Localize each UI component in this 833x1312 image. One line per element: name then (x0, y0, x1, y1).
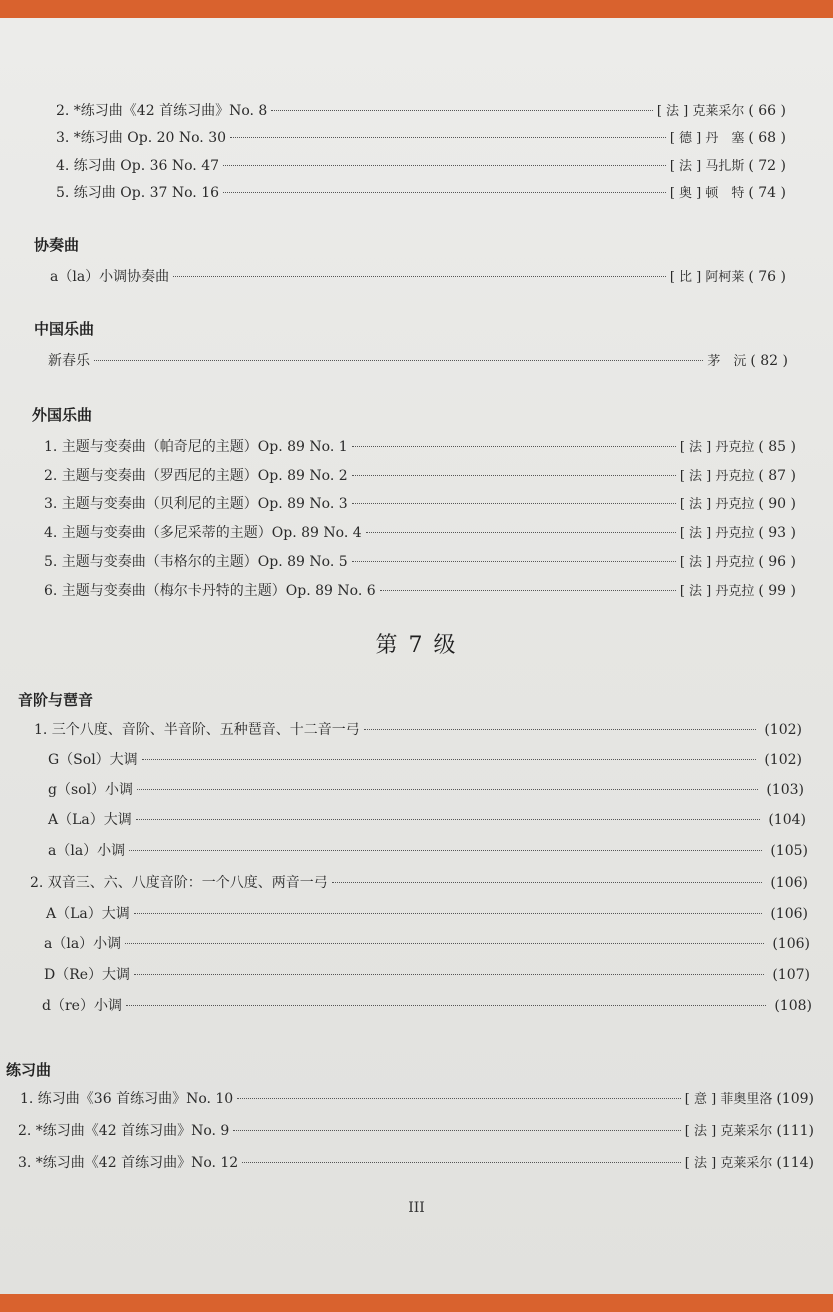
entry-composer: [ 德 ] 丹 塞 (669, 131, 745, 146)
entry-page: (106) (772, 936, 810, 952)
entry-page: ( 68 ) (748, 130, 786, 146)
entry-title: 6. 主题与变奏曲（梅尔卡丹特的主题）Op. 89 No. 6 (44, 583, 376, 599)
entry-title: G（Sol）大调 (48, 752, 138, 768)
entry-page: ( 96 ) (758, 554, 796, 570)
toc-entry (18, 1154, 814, 1173)
entry-title: 5. 练习曲 Op. 37 No. 16 (56, 185, 220, 201)
leader-dots (126, 1005, 766, 1006)
entry-page: (106) (770, 906, 808, 922)
toc-entry (44, 438, 796, 457)
entry-title: 1. 练习曲《36 首练习曲》No. 10 (20, 1091, 234, 1107)
entry-page: (102) (764, 752, 802, 768)
entry-composer: [ 比 ] 阿柯莱 (669, 270, 745, 285)
book-page (0, 18, 833, 1294)
entry-title: 3. 主题与变奏曲（贝利尼的主题）Op. 89 No. 3 (44, 496, 348, 512)
section-heading-etudes: 练习曲 (6, 1061, 52, 1079)
entry-composer: 茅 沅 (707, 354, 747, 369)
entry-title: 3. *练习曲 Op. 20 No. 30 (56, 130, 227, 146)
entry-composer: [ 法 ] 丹克拉 (679, 469, 755, 484)
toc-entry (48, 811, 806, 829)
leader-dots (271, 110, 653, 111)
entry-page: ( 85 ) (758, 439, 796, 455)
entry-composer: [ 法 ] 克莱采尔 (684, 1124, 773, 1139)
entry-title: 2. 主题与变奏曲（罗西尼的主题）Op. 89 No. 2 (44, 468, 348, 484)
entry-page: (111) (776, 1123, 814, 1139)
leader-dots (142, 759, 757, 760)
entry-title: a（la）小调 (48, 843, 126, 859)
toc-entry (48, 842, 808, 860)
entry-composer: [ 法 ] 克莱采尔 (684, 1156, 773, 1171)
entry-page: (114) (776, 1155, 814, 1171)
toc-entry (46, 905, 808, 923)
entry-title: A（La）大调 (46, 906, 130, 922)
entry-page: ( 66 ) (748, 103, 786, 119)
toc-entry (56, 102, 786, 121)
entry-title: 1. 三个八度、音阶、半音阶、五种琶音、十二音一弓 (34, 722, 360, 738)
leader-dots (230, 137, 666, 138)
leader-dots (233, 1130, 680, 1131)
leader-dots (352, 446, 676, 447)
level-title: 第 7 级 (375, 633, 458, 658)
leader-dots (134, 913, 763, 914)
leader-dots (352, 561, 676, 562)
entry-title: g（sol）小调 (48, 782, 134, 798)
leader-dots (94, 360, 703, 361)
leader-dots (134, 974, 764, 975)
section-heading-concerto: 协奏曲 (34, 236, 80, 254)
toc-entry (44, 524, 796, 543)
leader-dots (242, 1162, 681, 1163)
leader-dots (237, 1098, 681, 1099)
toc-entry (44, 553, 796, 572)
toc-entry (20, 1090, 814, 1109)
entry-page: (109) (776, 1091, 814, 1107)
toc-entry (44, 582, 796, 601)
entry-page: ( 72 ) (748, 158, 786, 174)
entry-page: ( 82 ) (750, 353, 788, 369)
toc-entry (18, 1122, 814, 1141)
toc-entry (50, 268, 786, 287)
entry-title: 4. 主题与变奏曲（多尼采蒂的主题）Op. 89 No. 4 (44, 525, 362, 541)
entry-title: 2. *练习曲《42 首练习曲》No. 9 (18, 1123, 230, 1139)
entry-title: D（Re）大调 (44, 967, 131, 983)
entry-title: a（la）小调 (44, 936, 122, 952)
section-heading-scales: 音阶与琶音 (18, 691, 94, 709)
entry-title: 5. 主题与变奏曲（韦格尔的主题）Op. 89 No. 5 (44, 554, 348, 570)
toc-entry (56, 129, 786, 148)
entry-page: ( 93 ) (758, 525, 796, 541)
entry-composer: [ 法 ] 丹克拉 (679, 526, 755, 541)
toc-entry (56, 184, 786, 203)
entry-title: 2. *练习曲《42 首练习曲》No. 8 (56, 103, 268, 119)
entry-page: ( 76 ) (748, 269, 786, 285)
leader-dots (137, 789, 758, 790)
toc-entry (34, 721, 802, 739)
entry-composer: [ 法 ] 马扎斯 (669, 159, 745, 174)
toc-entry (48, 751, 802, 769)
entry-page: (103) (766, 782, 804, 798)
entry-page: (104) (768, 812, 806, 828)
entry-title: 1. 主题与变奏曲（帕奇尼的主题）Op. 89 No. 1 (44, 439, 348, 455)
toc-entry (56, 157, 786, 176)
entry-page: ( 74 ) (748, 185, 786, 201)
entry-title: 新春乐 (48, 353, 90, 369)
page-number: III (408, 1200, 425, 1216)
entry-page: (105) (770, 843, 808, 859)
toc-entry (44, 935, 810, 953)
entry-page: ( 90 ) (758, 496, 796, 512)
leader-dots (129, 850, 762, 851)
toc-entry (48, 781, 804, 799)
entry-title: 3. *练习曲《42 首练习曲》No. 12 (18, 1155, 239, 1171)
toc-entry (44, 966, 810, 984)
entry-page: (106) (770, 875, 808, 891)
leader-dots (352, 503, 676, 504)
toc-entry (42, 997, 812, 1015)
entry-title: a（la）小调协奏曲 (50, 269, 170, 285)
entry-page: (107) (772, 967, 810, 983)
leader-dots (352, 475, 676, 476)
leader-dots (366, 532, 676, 533)
leader-dots (380, 590, 676, 591)
entry-page: ( 99 ) (758, 583, 796, 599)
entry-composer: [ 法 ] 丹克拉 (679, 440, 755, 455)
entry-title: 4. 练习曲 Op. 36 No. 47 (56, 158, 220, 174)
leader-dots (364, 729, 757, 730)
entry-title: d（re）小调 (42, 998, 122, 1014)
entry-composer: [ 奥 ] 顿 特 (669, 186, 745, 201)
section-heading-foreign: 外国乐曲 (32, 406, 93, 424)
entry-composer: [ 法 ] 丹克拉 (679, 497, 755, 512)
leader-dots (173, 276, 666, 277)
leader-dots (332, 882, 763, 883)
entry-page: (108) (774, 998, 812, 1014)
entry-title: A（La）大调 (48, 812, 132, 828)
toc-entry (48, 352, 788, 371)
entry-composer: [ 法 ] 丹克拉 (679, 584, 755, 599)
entry-composer: [ 法 ] 丹克拉 (679, 555, 755, 570)
leader-dots (136, 819, 761, 820)
toc-entry (44, 467, 796, 486)
leader-dots (125, 943, 764, 944)
entry-title: 2. 双音三、六、八度音阶：一个八度、两音一弓 (30, 875, 328, 891)
entry-page: ( 87 ) (758, 468, 796, 484)
toc-entry (44, 495, 796, 514)
leader-dots (223, 165, 666, 166)
entry-composer: [ 法 ] 克莱采尔 (656, 104, 745, 119)
toc-entry (30, 874, 808, 892)
entry-page: (102) (764, 722, 802, 738)
section-heading-chinese: 中国乐曲 (34, 320, 95, 338)
entry-composer: [ 意 ] 菲奥里洛 (684, 1092, 773, 1107)
leader-dots (223, 192, 666, 193)
